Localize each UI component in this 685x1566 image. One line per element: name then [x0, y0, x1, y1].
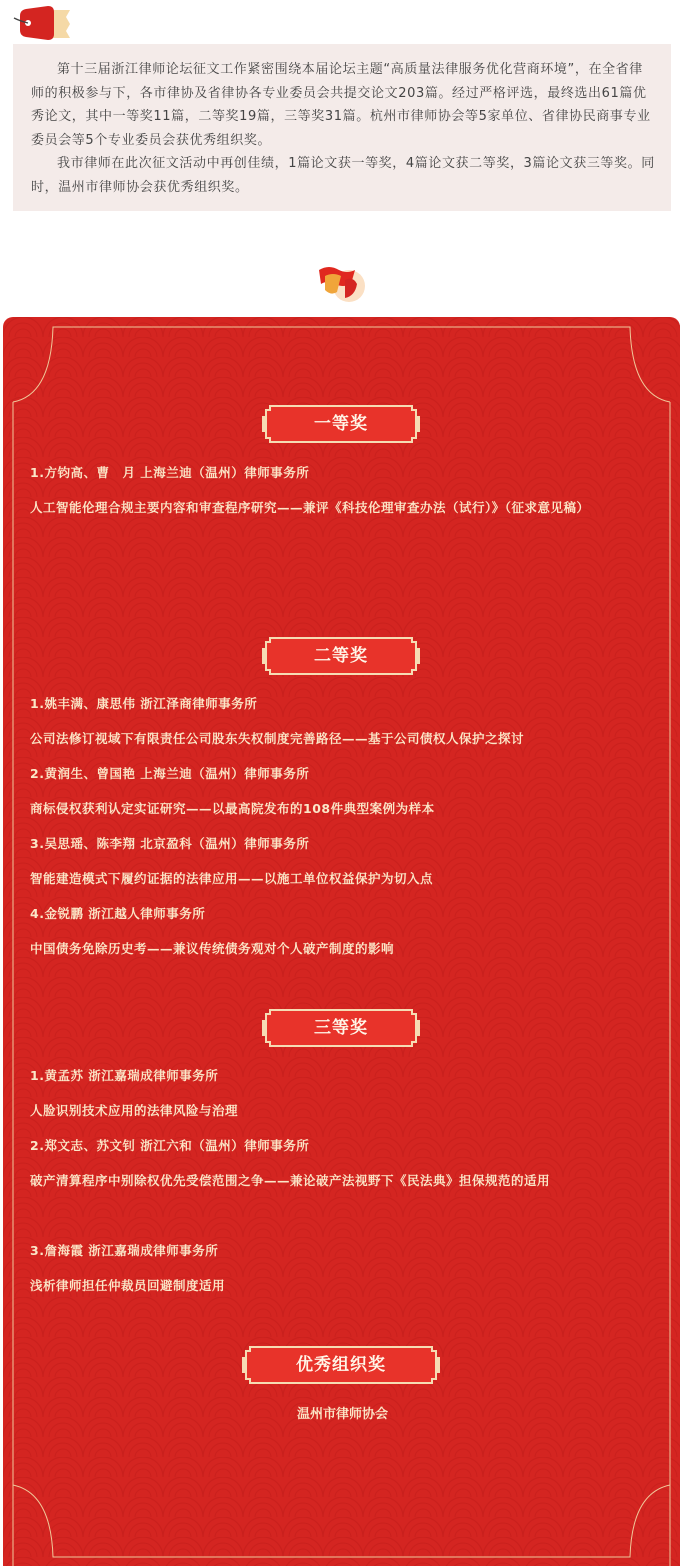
tag-icon: [12, 4, 74, 42]
second-prize-authors-2: 2.黄润生、曾国艳 上海兰迪（温州）律师事务所: [30, 766, 310, 781]
third-prize-badge: [260, 1008, 422, 1048]
second-prize-title: 二等奖: [314, 646, 368, 666]
intro-box: [13, 44, 671, 211]
intro-paragraph-1: 第十三届浙江律师论坛征文工作紧密围绕本届论坛主题“高质量法律服务优化营商环境”，在全省律师的积极参与下，各市律协及省律协各专业委员会共提交论文203篇。经过严格评选，最终选出61篇优秀论文，其中一等奖11篇，二等奖19篇，三等奖31篇。杭州市律师协会等5家单位、省律协民商事专业委员会等5个专业委员会获优秀组织奖。: [31, 62, 651, 148]
second-prize-paper-1: 公司法修订视域下有限责任公司股东失权制度完善路径——基于公司债权人保护之探讨: [30, 731, 525, 746]
third-prize-paper-3: 浅析律师担任仲裁员回避制度适用: [30, 1278, 226, 1293]
intro-paragraph-2: 我市律师在此次征文活动中再创佳绩，1篇论文获一等奖，4篇论文获二等奖，3篇论文获三等奖。同时，温州市律师协会获优秀组织奖。: [31, 156, 655, 195]
third-prize-authors-1: 1.黄孟苏 浙江嘉瑞成律师事务所: [30, 1068, 219, 1083]
third-prize-paper-1: 人脸识别技术应用的法律风险与治理: [30, 1103, 239, 1118]
first-prize-title: 一等奖: [314, 414, 368, 434]
second-prize-authors-3: 3.吴思瑶、陈李翔 北京盈科（温州）律师事务所: [30, 836, 310, 851]
second-prize-authors-1: 1.姚丰满、康思伟 浙江泽商律师事务所: [30, 696, 258, 711]
third-prize-title: 三等奖: [314, 1018, 368, 1038]
third-prize-authors-2: 2.郑文志、苏文钊 浙江六和（温州）律师事务所: [30, 1138, 310, 1153]
org-award-badge: [240, 1345, 442, 1385]
second-prize-paper-3: 智能建造模式下履约证据的法律应用——以施工单位权益保护为切入点: [30, 871, 434, 886]
first-prize-paper-1: 人工智能伦理合规主要内容和审查程序研究——兼评《科技伦理审查办法（试行）》（征求意见稿）: [30, 500, 590, 515]
first-prize-authors-1: 1.方钧高、曹 月 上海兰迪（温州）律师事务所: [30, 465, 310, 480]
second-prize-authors-4: 4.金锐鹏 浙江越人律师事务所: [30, 906, 206, 921]
org-award-name: 温州市律师协会: [296, 1407, 388, 1422]
first-prize-badge: [260, 404, 422, 444]
flag-icon: [315, 262, 367, 304]
second-prize-badge: [260, 636, 422, 676]
third-prize-paper-2: 破产清算程序中别除权优先受偿范围之争——兼论破产法视野下《民法典》担保规范的适用: [30, 1173, 551, 1188]
second-prize-paper-4: 中国债务免除历史考——兼议传统债务观对个人破产制度的影响: [30, 941, 395, 956]
org-award-title: 优秀组织奖: [296, 1355, 386, 1375]
second-prize-paper-2: 商标侵权获利认定实证研究——以最高院发布的108件典型案例为样本: [30, 801, 435, 816]
third-prize-authors-3: 3.詹海霞 浙江嘉瑞成律师事务所: [30, 1243, 219, 1258]
